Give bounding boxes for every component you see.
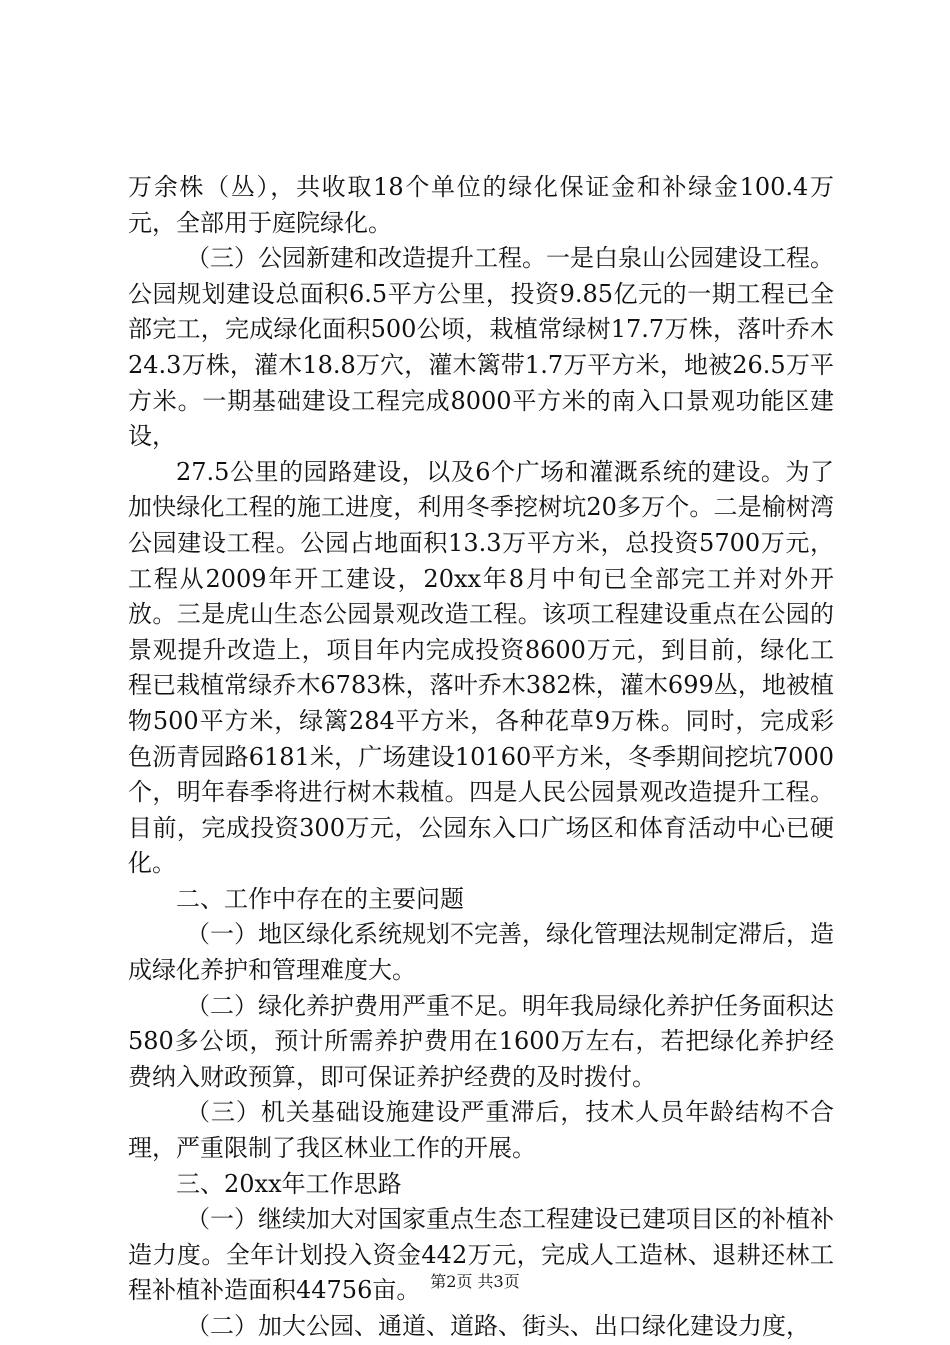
paragraph-problem-1: （一）地区绿化系统规划不完善，绿化管理法规制定滞后，造成绿化养护和管理难度大。 xyxy=(128,920,834,985)
paragraph-continuation: 万余株（丛），共收取18个单位的绿化保证金和补绿金100.4万元，全部用于庭院绿化。 xyxy=(128,173,834,237)
section-heading-plans: 三、20xx年工作思路 xyxy=(176,1169,402,1198)
section-heading-problems: 二、工作中存在的主要问题 xyxy=(176,884,464,913)
paragraph-plan-1: （一）继续加大对国家重点生态工程建设已建项目区的补植补造力度。全年计划投入资金442万元，完成人工造林、退耕还林工程补植补造面积44756亩。 xyxy=(128,1205,834,1305)
paragraph-plan-2: （二）加大公园、通道、道路、街头、出口绿化建设力度， xyxy=(186,1312,810,1340)
paragraph-park-projects-continued: 27.5公里的园路建设，以及6个广场和灌溉系统的建设。为了加快绿化工程的施工进度，利用冬季挖树坑20多万个。二是榆树湾公园建设工程。公园占地面积13.3万平方米，总投资5700万元，工程从2009年开工建设，20xx年8月中旬已全部完工并对外开放。三是虎山生态公园景观改造工程。该项工程建设重点在公园的景观提升改造上，项目年内完成投资8600万元，到目前，绿化工程已栽植常绿乔木6783株，落叶乔木382株，灌木699丛，地被植物500平方米，绿篱284平方米，各种花草9万株。同时，完成彩色沥青园路6181米，广场建设10160平方米，冬季期间挖坑7000个，明年春季将进行树木栽植。四是人民公园景观改造提升工程。目前，完成投资300万元，公园东入口广场区和体育活动中心已硬化。 xyxy=(128,457,834,878)
page-number-footer: 第2页 共3页 xyxy=(430,1272,520,1291)
paragraph-problem-3: （三）机关基础设施建设严重滞后，技术人员年龄结构不合理，严重限制了我区林业工作的开展。 xyxy=(128,1098,834,1163)
paragraph-park-projects: （三）公园新建和改造提升工程。一是白泉山公园建设工程。公园规划建设总面积6.5平方公里，投资9.85亿元的一期工程已全部完工，完成绿化面积500公顷，栽植常绿树17.7万株，落叶乔木24.3万株，灌木18.8万穴，灌木篱带1.7万平方米，地被26.5万平方米。一期基础建设工程完成8000平方米的南入口景观功能区建设， xyxy=(128,244,834,451)
document-body xyxy=(128,170,834,1345)
paragraph-problem-2: （二）绿化养护费用严重不足。明年我局绿化养护任务面积达580多公顷，预计所需养护费用在1600万左右，若把绿化养护经费纳入财政预算，即可保证养护经费的及时拨付。 xyxy=(128,991,834,1091)
